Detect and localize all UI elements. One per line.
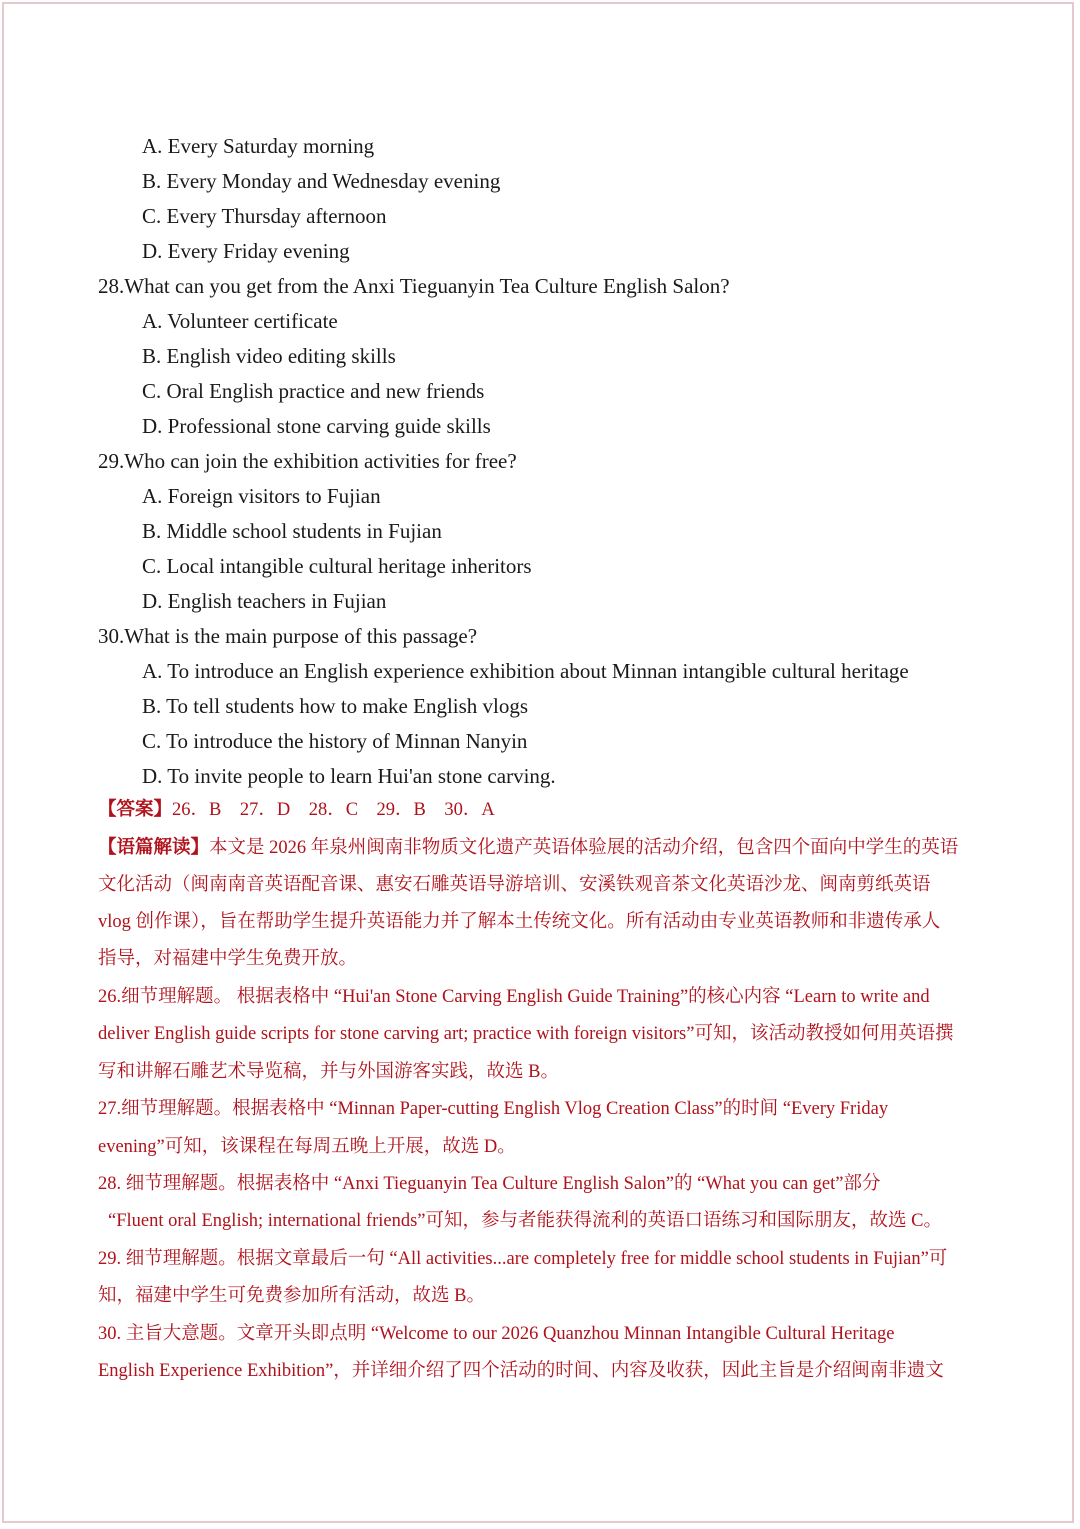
q29-option-d: D. English teachers in Fujian	[142, 589, 387, 613]
explanation-line: English Experience Exhibition”，并详细介绍了四个活动的时间、内容及收获，因此主旨是介绍闽南非遗文	[98, 1361, 944, 1381]
q30-option-d: D. To invite people to learn Hui'an stone carving.	[142, 764, 556, 788]
q29-question: 29.Who can join the exhibition activities for free?	[98, 449, 517, 473]
q29-option-a: A. Foreign visitors to Fujian	[142, 484, 381, 508]
analysis-text-1: 本文是 2026 年泉州闽南非物质文化遗产英语体验展的活动介绍，包含四个面向中学生的英语	[209, 838, 959, 858]
analysis-line-4: 指导，对福建中学生免费开放。	[98, 949, 358, 969]
analysis-tag: 【语篇解读】	[98, 838, 210, 858]
explanation-line: evening”可知，该课程在每周五晚上开展，故选 D。	[98, 1137, 516, 1157]
explanation-line: “Fluent oral English; international friends”可知，参与者能获得流利的英语口语练习和国际朋友，故选 C。	[108, 1211, 942, 1231]
analysis-line-1	[98, 839, 958, 858]
q27-option-b: B. Every Monday and Wednesday evening	[142, 169, 501, 193]
q28-option-d: D. Professional stone carving guide skills	[142, 414, 491, 438]
answer-text: 26．B 27．D 28．C 29．B 30．A	[172, 800, 495, 820]
explanation-line: 26.细节理解题。 根据表格中 “Hui'an Stone Carving English Guide Training”的核心内容 “Learn to write and	[98, 987, 930, 1007]
answer-line	[98, 801, 495, 820]
q29-option-c: C. Local intangible cultural heritage inheritors	[142, 554, 532, 578]
q27-option-c: C. Every Thursday afternoon	[142, 204, 387, 228]
q27-option-d: D. Every Friday evening	[142, 239, 350, 263]
explanation-line: deliver English guide scripts for stone carving art; practice with foreign visitors”可知，该活动教授如何用英语撰	[98, 1024, 954, 1044]
q29-option-b: B. Middle school students in Fujian	[142, 519, 442, 543]
explanation-line: 30. 主旨大意题。文章开头即点明 “Welcome to our 2026 Quanzhou Minnan Intangible Cultural Heritage	[98, 1324, 895, 1344]
explanation-line: 27.细节理解题。根据表格中 “Minnan Paper-cutting English Vlog Creation Class”的时间 “Every Friday	[98, 1099, 889, 1119]
q30-option-b: B. To tell students how to make English vlogs	[142, 694, 529, 718]
explanation-line: 28. 细节理解题。根据表格中 “Anxi Tieguanyin Tea Culture English Salon”的 “What you can get”部分	[98, 1174, 881, 1194]
q30-option-c: C. To introduce the history of Minnan Nanyin	[142, 729, 528, 753]
answer-tag: 【答案】	[98, 800, 173, 820]
q30-option-a: A. To introduce an English experience exhibition about Minnan intangible cultural heritage	[142, 659, 909, 683]
q30-question: 30.What is the main purpose of this passage?	[98, 624, 478, 648]
explanation-line: 写和讲解石雕艺术导览稿，并与外国游客实践，故选 B。	[98, 1062, 559, 1082]
explanation-line: 29. 细节理解题。根据文章最后一句 “All activities...are completely free for middle school students in Fujian”可	[98, 1249, 948, 1269]
q28-option-b: B. English video editing skills	[142, 344, 396, 368]
q28-option-a: A. Volunteer certificate	[142, 309, 338, 333]
q28-option-c: C. Oral English practice and new friends	[142, 379, 485, 403]
explanation-line: 知，福建中学生可免费参加所有活动，故选 B。	[98, 1286, 485, 1306]
analysis-line-2: 文化活动（闽南南音英语配音课、惠安石雕英语导游培训、安溪铁观音茶文化英语沙龙、闽南剪纸英语	[98, 875, 931, 895]
q27-option-a: A. Every Saturday morning	[142, 134, 375, 158]
q28-question: 28.What can you get from the Anxi Tieguanyin Tea Culture English Salon?	[98, 274, 730, 298]
analysis-line-3: vlog 创作课），旨在帮助学生提升英语能力并了解本土传统文化。所有活动由专业英语教师和非遗传承人	[98, 912, 941, 932]
